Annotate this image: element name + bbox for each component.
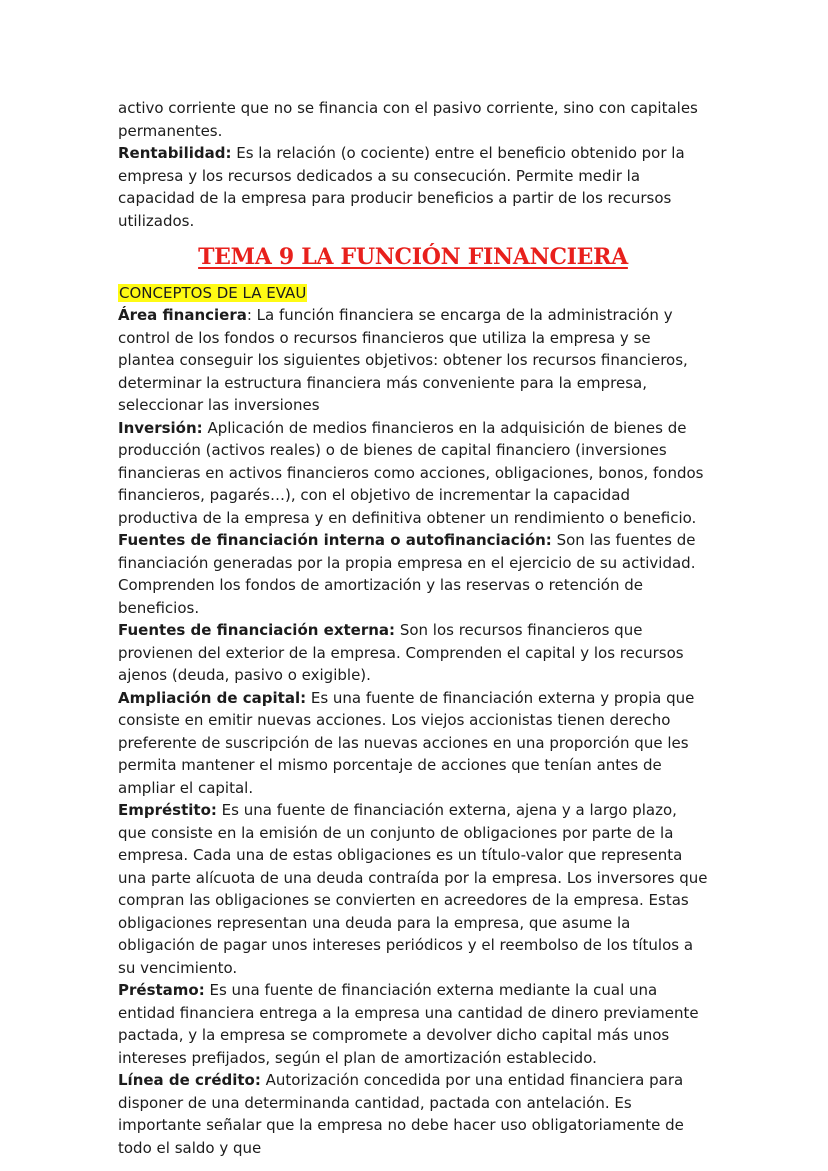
- definition-text: Es una fuente de financiación externa mediante la cual una entidad financiera entrega a la empresa una cantidad de dinero previamente pactada, y la empresa se compromete a devolver dicho capital más unos intereses prefijados, según el plan de amortización establecido.: [118, 981, 699, 1067]
- page-title: TEMA 9 LA FUNCIÓN FINANCIERA: [198, 244, 628, 270]
- definition-financiacion-externa: [118, 619, 708, 687]
- definition-inversion: [118, 417, 708, 530]
- definition-area-financiera: [118, 304, 708, 417]
- section-label: CONCEPTOS DE LA EVAU: [119, 283, 307, 302]
- definition-linea-credito: [118, 1069, 708, 1159]
- definition-emprestito: [118, 799, 708, 979]
- definition-financiacion-interna: [118, 529, 708, 619]
- definition-term: Inversión:: [118, 418, 203, 437]
- definition-prestamo: [118, 979, 708, 1069]
- definition-text: Es una fuente de financiación externa, ajena y a largo plazo, que consiste en la emisión de un conjunto de obligaciones por parte de la empresa. Cada una de estas obligaciones es un título-valor que representa una parte alícuota de una deuda contraída por la empresa. Los inversores que compran las obligaciones se convierten en acreedores de la empresa. Estas obligaciones representan una deuda para la empresa, que asume la obligación de pagar unos intereses periódicos y el reembolso de los títulos a su vencimiento.: [118, 801, 708, 977]
- definition-term: Fuentes de financiación interna o autofinanciación:: [118, 531, 552, 549]
- definition-term: Línea de crédito:: [118, 1071, 261, 1089]
- definition-text: Aplicación de medios financieros en la adquisición de bienes de producción (activos reales) o de bienes de capital financiero (inversiones financieras en activos financieros como acciones, obligaciones, bonos, fondos financieros, pagarés…), con el objetivo de incrementar la capacidad productiva de la empresa y en definitiva obtener un rendimiento o beneficio.: [118, 418, 704, 527]
- definition-ampliacion-capital: [118, 687, 708, 800]
- document-body: [118, 97, 708, 1159]
- definition-text: Son los recursos financieros que provienen del exterior de la empresa. Comprenden el capital y los recursos ajenos (deuda, pasivo o exigible).: [118, 621, 684, 684]
- title-block: [118, 246, 708, 271]
- definition-term: Préstamo:: [118, 981, 205, 999]
- definition-term: Ampliación de capital:: [118, 688, 307, 707]
- definition-rentabilidad: [118, 142, 708, 232]
- definition-text: : La función financiera se encarga de la administración y control de los fondos o recursos financieros que utiliza la empresa y se plantea conseguir los siguientes objetivos: obtener los recursos financieros, determinar la estructura financiera más conveniente para la empresa, seleccionar las inversiones: [118, 306, 688, 414]
- definition-term: Área financiera: [118, 306, 247, 324]
- section-label-paragraph: [118, 282, 708, 305]
- definition-text: Son las fuentes de financiación generadas por la propia empresa en el ejercicio de su actividad. Comprenden los fondos de amortización y las reservas o retención de beneficios.: [118, 531, 696, 617]
- definition-term: Rentabilidad:: [118, 144, 232, 162]
- definition-text: Es la relación (o cociente) entre el beneficio obtenido por la empresa y los recursos dedicados a su consecución. Permite medir la capacidad de la empresa para producir beneficios a partir de los recursos utilizados.: [118, 144, 685, 230]
- definition-text: Es una fuente de financiación externa y propia que consiste en emitir nuevas acciones. Los viejos accionistas tienen derecho preferente de suscripción de las nuevas acciones en una proporción que les permita mantener el mismo porcentaje de acciones que tenían antes de ampliar el capital.: [118, 688, 695, 797]
- definition-term: Empréstito:: [118, 801, 217, 819]
- intro-paragraph: activo corriente que no se financia con el pasivo corriente, sino con capitales permanentes.: [118, 99, 698, 140]
- definition-text: Autorización concedida por una entidad financiera para disponer de una determinanda cantidad, pactada con antelación. Es importante señalar que la empresa no debe hacer uso obligatoriamente de todo el saldo y que: [118, 1071, 684, 1157]
- definition-term: Fuentes de financiación externa:: [118, 621, 396, 639]
